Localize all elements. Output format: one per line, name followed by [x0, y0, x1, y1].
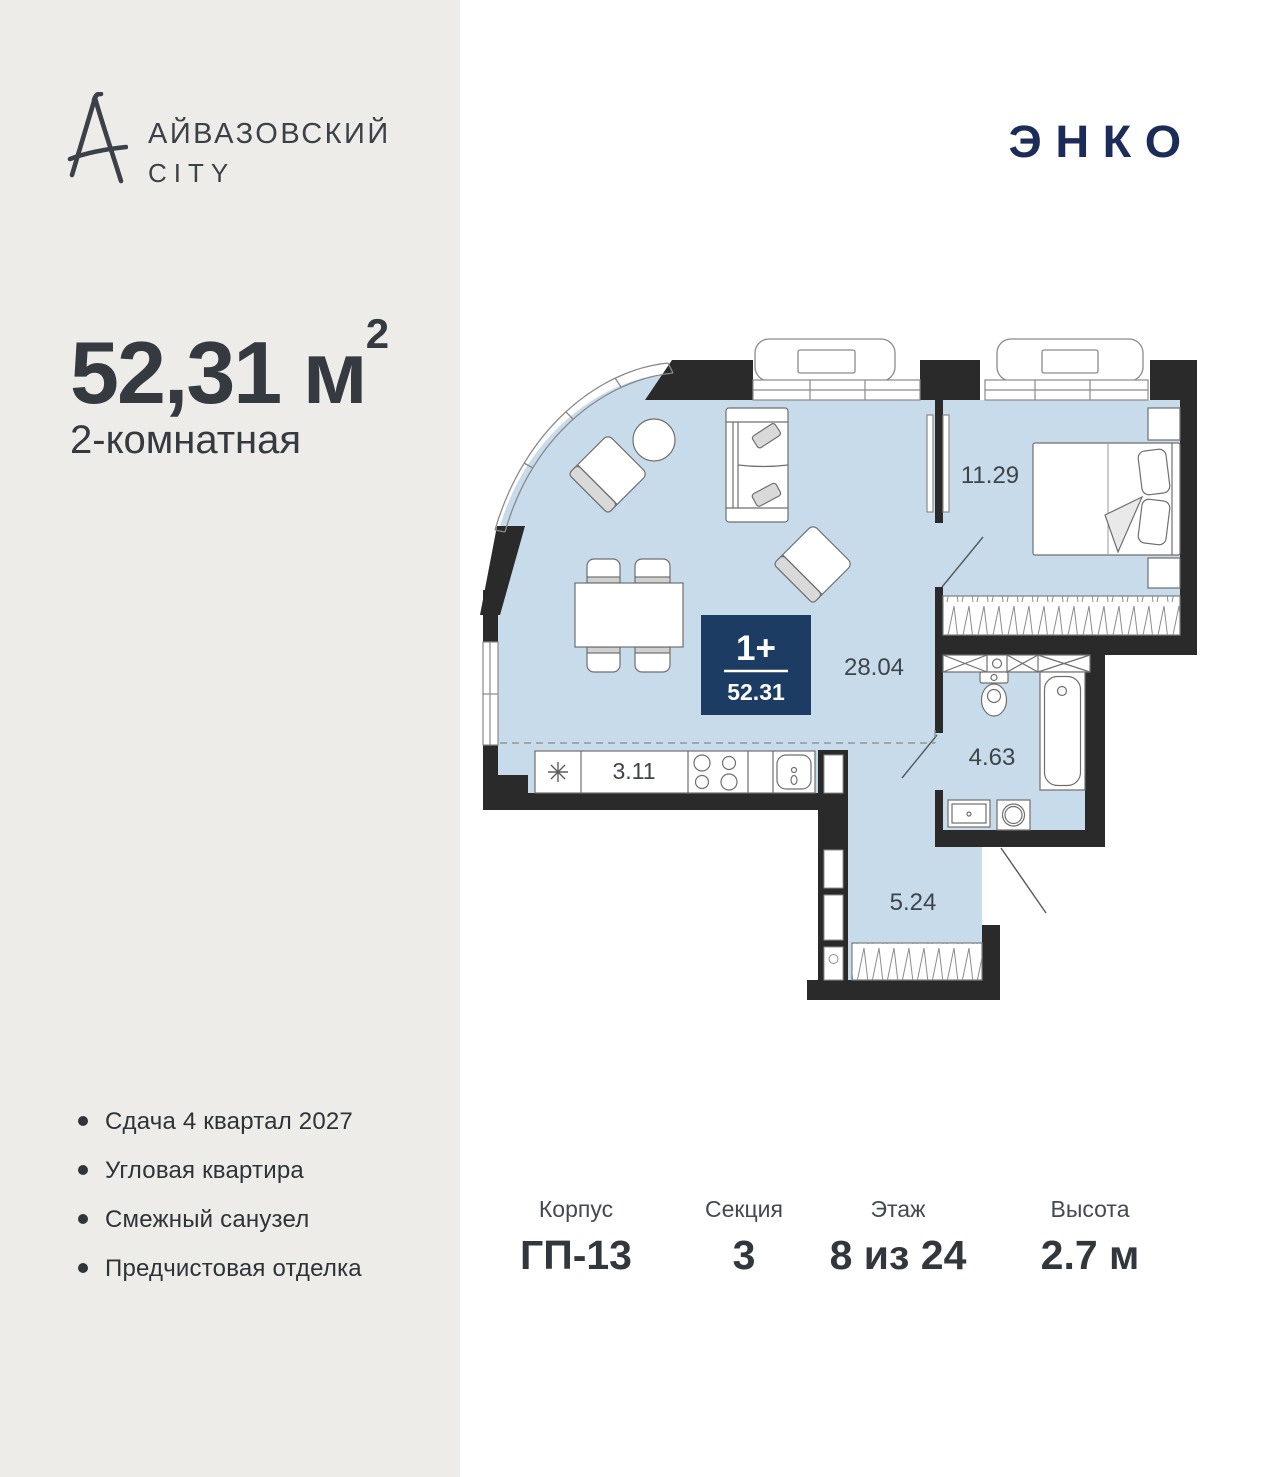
spec-label: Секция [705, 1196, 783, 1222]
spec-value: 3 [732, 1232, 756, 1278]
bullet-dot [78, 1263, 88, 1273]
room-area-kitchen: 3.11 [612, 758, 656, 784]
window-top-2 [985, 380, 1148, 400]
plan-badge [701, 615, 811, 715]
side-table [633, 419, 675, 461]
room-area-hall: 5.24 [889, 889, 937, 916]
developer-logo: ЭНКО [1008, 116, 1195, 167]
window-left [483, 642, 498, 745]
brand-name [148, 118, 391, 189]
fridge-icon [548, 762, 568, 782]
spec-label: Этаж [870, 1196, 926, 1222]
brand-logo [66, 92, 391, 189]
kitchen-sink [777, 755, 811, 789]
bullet-dot [78, 1214, 88, 1224]
page-title-area [70, 310, 389, 424]
toilet [980, 672, 1008, 716]
brand-a-icon [66, 92, 128, 188]
list-item [78, 1157, 362, 1185]
area-value: 52,31 м [70, 323, 366, 422]
bed [1033, 443, 1180, 555]
list-item [78, 1206, 362, 1234]
floor-plan [480, 338, 1200, 1003]
room-area-bathroom: 4.63 [968, 744, 1016, 771]
vent-shafts [943, 655, 1090, 672]
list-item [78, 1108, 362, 1136]
area-sup: 2 [365, 310, 390, 357]
badge-area: 52.31 [727, 679, 785, 705]
spec-value: 2.7 м [1040, 1232, 1140, 1278]
spec-height [980, 1196, 1200, 1279]
brand-line1: АЙВАЗОВСКИЙ [148, 118, 391, 150]
bath-sink [948, 800, 990, 827]
list-item [78, 1255, 362, 1283]
nightstand [1148, 558, 1180, 588]
bullet-dot [78, 1165, 88, 1175]
nightstand [1148, 408, 1180, 440]
spec-value: ГП-13 [520, 1232, 632, 1278]
room-area-living: 28.04 [843, 654, 905, 681]
spec-floor [788, 1196, 1008, 1279]
spec-label: Корпус [538, 1196, 614, 1222]
feature-list [78, 1108, 362, 1304]
feature-text: Предчистовая отделка [105, 1255, 362, 1282]
wardrobe [943, 596, 1180, 635]
sofa [726, 408, 788, 522]
window-top-1 [753, 380, 920, 400]
kitchen-counter [535, 751, 815, 793]
badge-type: 1+ [736, 629, 776, 668]
feature-text: Смежный санузел [105, 1206, 310, 1233]
bathtub [1040, 672, 1085, 790]
washing-machine [997, 800, 1030, 830]
spec-value: 8 из 24 [829, 1232, 967, 1278]
hall-wardrobe [852, 943, 982, 980]
apartment-type-label: 2-комнатная [70, 418, 302, 462]
feature-text: Сдача 4 квартал 2027 [105, 1108, 353, 1135]
room-area-bedroom: 11.29 [960, 462, 1020, 489]
bullet-dot [78, 1116, 88, 1126]
spec-label: Высота [1050, 1196, 1130, 1222]
brand-line2: CITY [148, 158, 236, 188]
feature-text: Угловая квартира [105, 1157, 304, 1184]
